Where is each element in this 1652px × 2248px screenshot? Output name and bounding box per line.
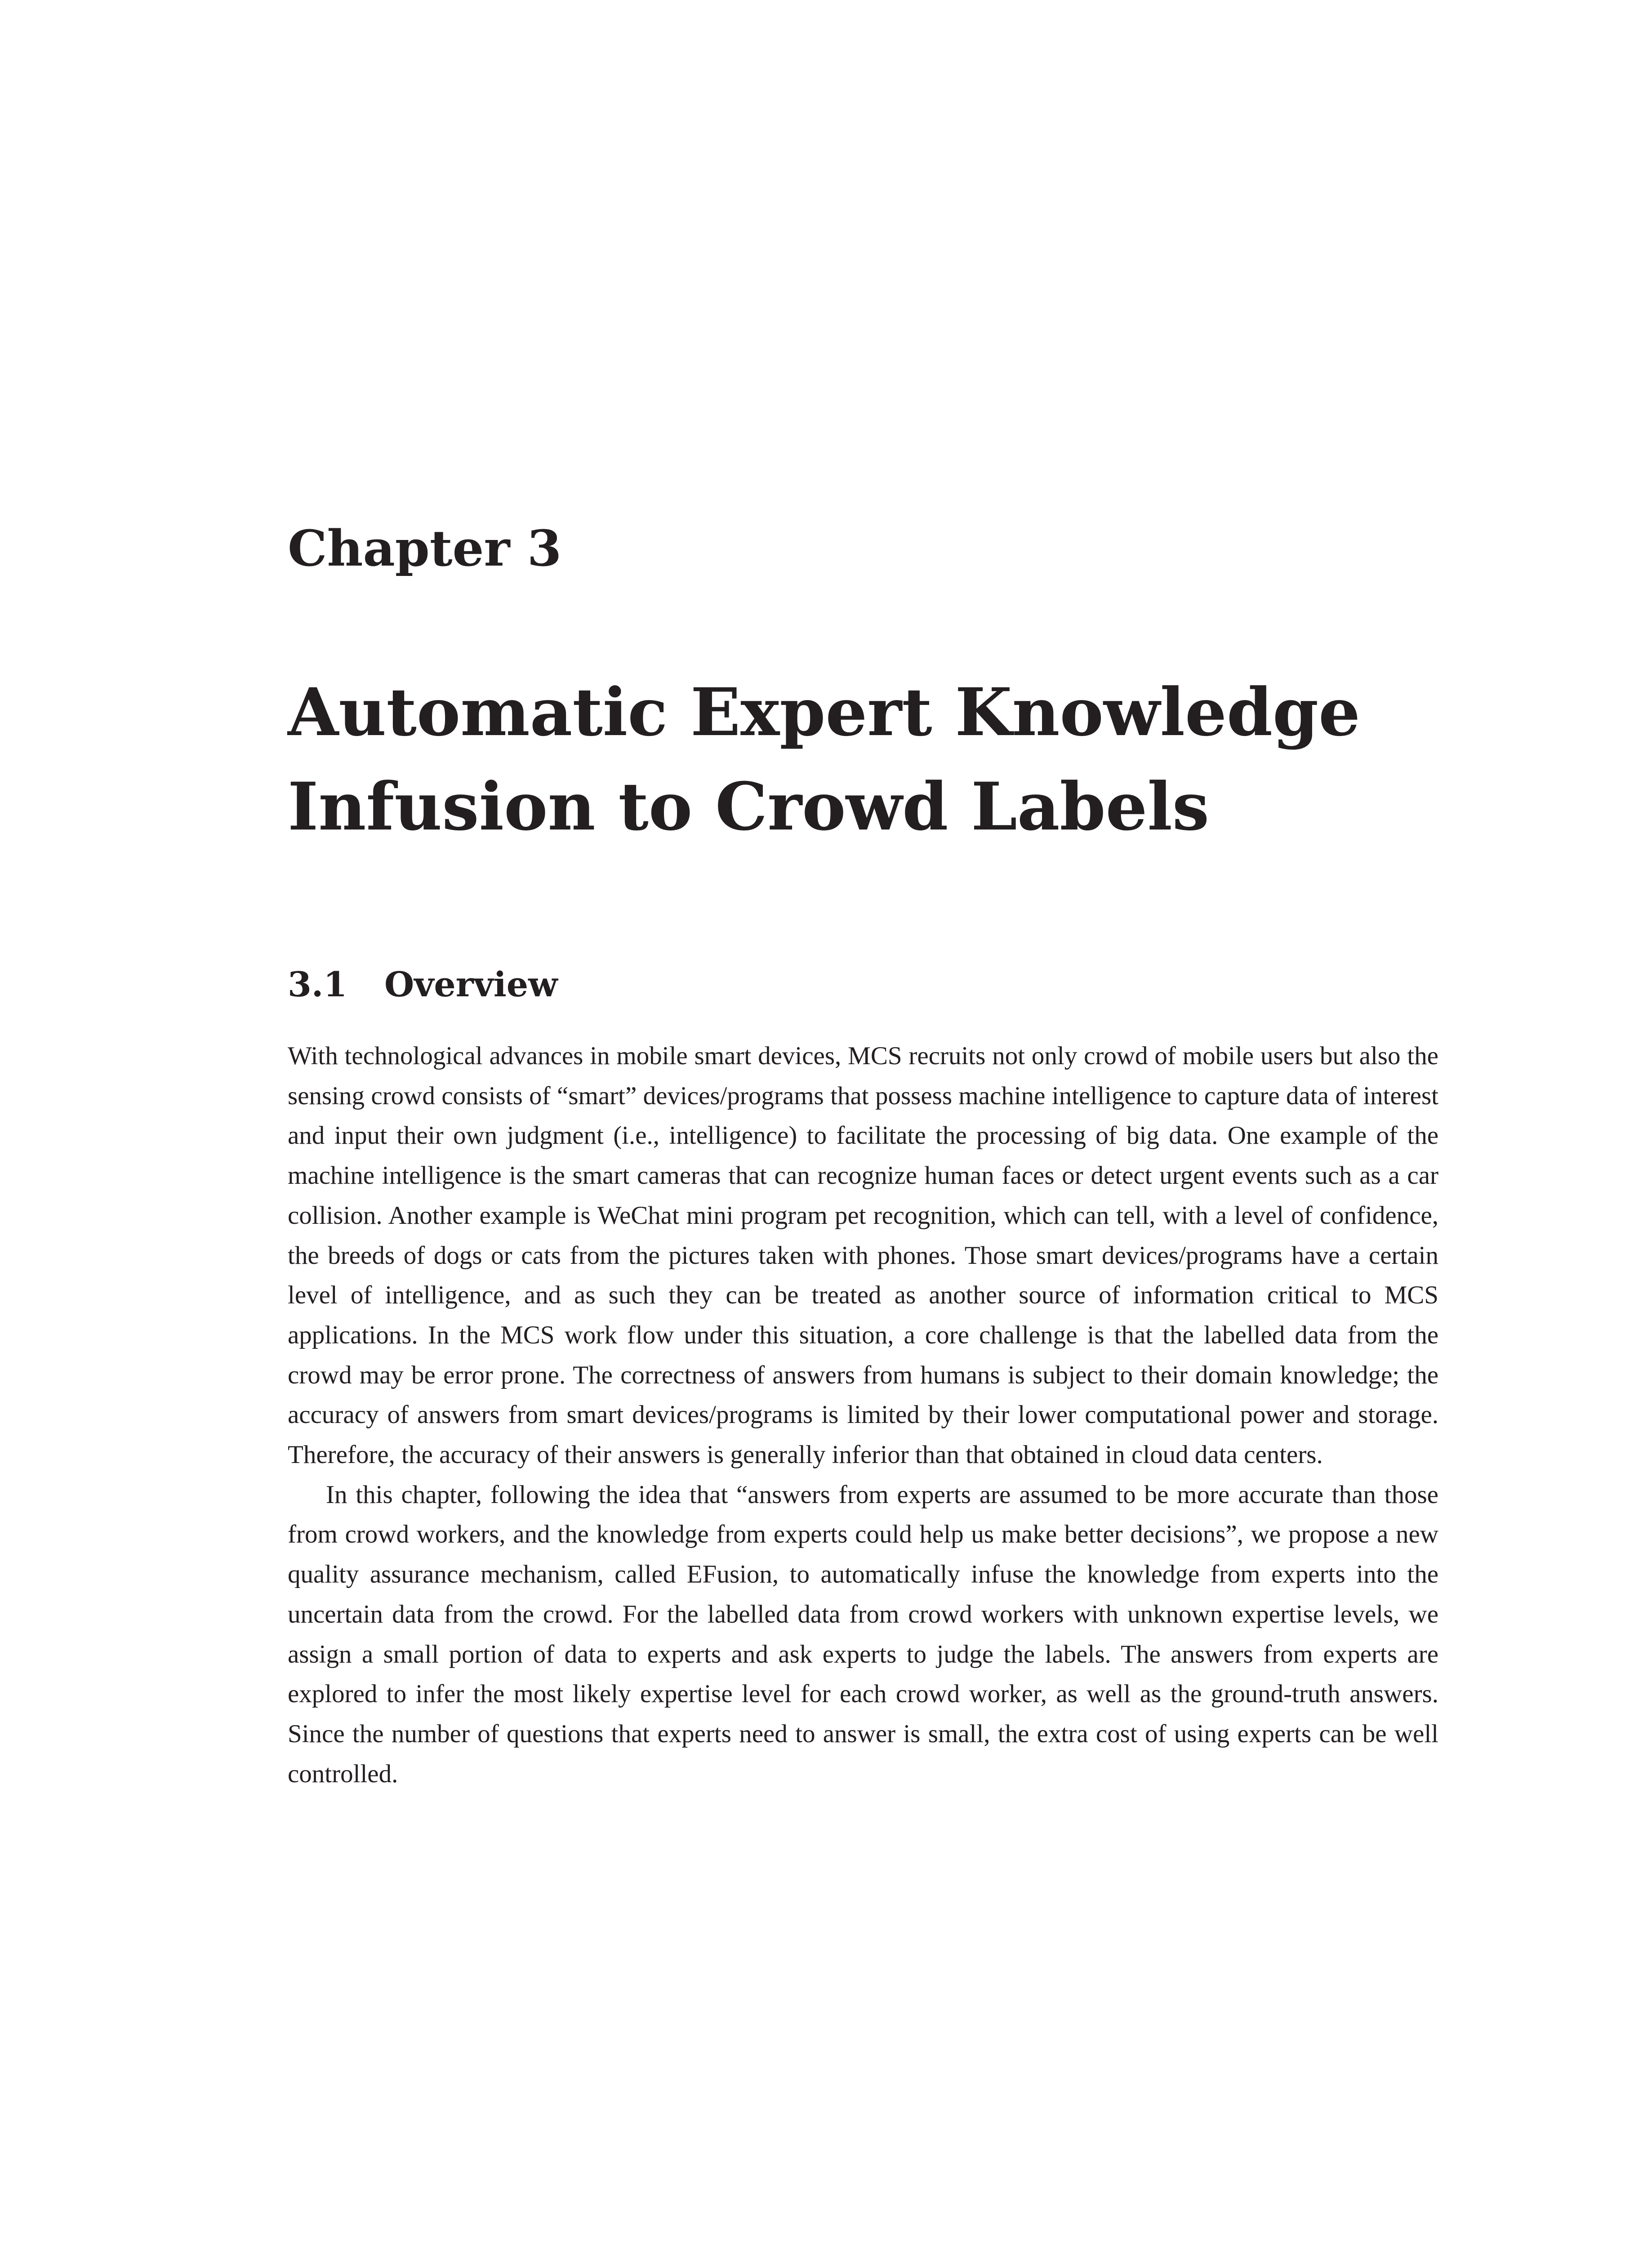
paragraph: With technological advances in mobile smart devices, MCS recruits not only crowd of mobile users but also the sensing crowd consists of “smart” devices/programs that possess machine intelligence to capture data of interest and input their own judgment (i.e., intelligence) to facilitate the processing of big data. One example of the machine intelligence is the smart cameras that can recognize human faces or detect urgent events such as a car collision. Another example is WeChat mini program pet recognition, which can tell, with a level of confidence, the breeds of dogs or cats from the pictures taken with phones. Those smart devices/programs have a certain level of intelligence, and as such they can be treated as another source of information critical to MCS applications. In the MCS work flow under this situation, a core challenge is that the labelled data from the crowd may be error prone. The correctness of answers from humans is subject to their domain knowledge; the accuracy of answers from smart devices/programs is limited by their lower computational power and storage. Therefore, the accuracy of their answers is generally inferior than that obtained in cloud data centers.: [288, 1042, 1438, 1469]
section-number: 3.1: [288, 964, 347, 1004]
chapter-title: [288, 665, 1438, 854]
body-text: [288, 1036, 1438, 1794]
chapter-label: Chapter 3: [288, 519, 562, 577]
paragraph: In this chapter, following the idea that “answers from experts are assumed to be more accurate than those from crowd workers, and the knowledge from experts could help us make better decisions”, we propose a new quality assurance mechanism, called EFusion, to automatically infuse the knowledge from experts into the uncertain data from the crowd. For the labelled data from crowd workers with unknown expertise levels, we assign a small portion of data to experts and ask experts to judge the labels. The answers from experts are explored to infer the most likely expertise level for each crowd worker, as well as the ground-truth answers. Since the number of questions that experts need to answer is small, the extra cost of using experts can be well controlled.: [288, 1480, 1438, 1788]
section-title: Overview: [384, 964, 558, 1004]
chapter-title-line-1: Automatic Expert Knowledge: [288, 674, 1360, 751]
chapter-title-line-2: Infusion to Crowd Labels: [288, 768, 1210, 845]
section-heading: [288, 960, 558, 1009]
